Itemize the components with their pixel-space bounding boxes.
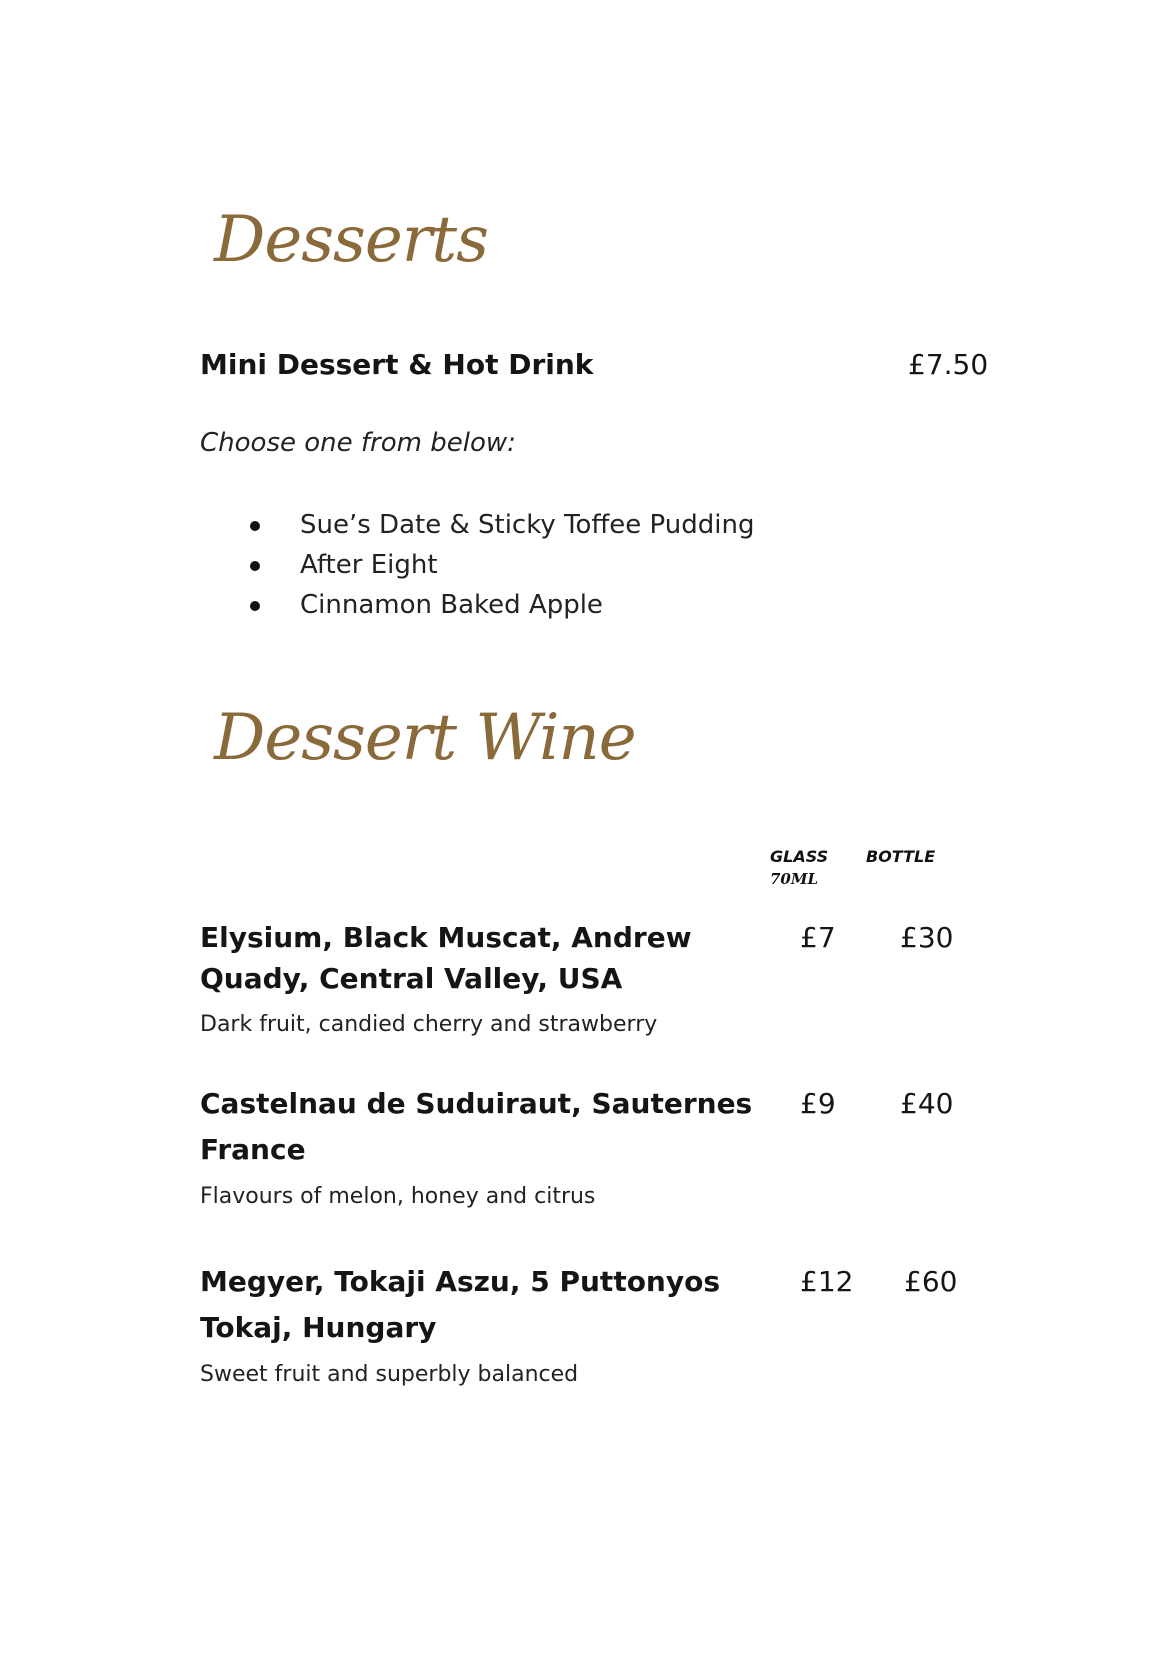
dessert-option [300, 585, 754, 625]
dessert-option-label: Cinnamon Baked Apple [300, 590, 603, 620]
glass-size-label: 70ML [770, 870, 819, 888]
dessert-option-label: After Eight [300, 550, 438, 580]
mini-dessert-price: £7.50 [908, 348, 989, 381]
dessert-option [300, 505, 754, 545]
wine-glass-price: £12 [800, 1265, 854, 1298]
bullet-icon [250, 601, 260, 611]
wine-bottle-price: £60 [904, 1265, 958, 1298]
bottle-column-header: BOTTLE [866, 847, 936, 866]
dessert-option [300, 545, 754, 585]
mini-dessert-title: Mini Dessert & Hot Drink [200, 348, 594, 381]
wine-description: Flavours of melon, honey and citrus [200, 1184, 596, 1209]
bullet-icon [250, 521, 260, 531]
wine-name-line1: Megyer, Tokaji Aszu, 5 Puttonyos [200, 1265, 721, 1298]
dessert-wine-heading: Dessert Wine [214, 701, 636, 775]
glass-column-header: GLASS [770, 847, 829, 866]
wine-description: Sweet fruit and superbly balanced [200, 1362, 579, 1387]
dessert-options-list [300, 505, 754, 625]
wine-name-line1: Elysium, Black Muscat, Andrew [200, 921, 692, 954]
choose-label: Choose one from below: [200, 428, 516, 458]
dessert-option-label: Sue’s Date & Sticky Toffee Pudding [300, 510, 755, 540]
wine-name-line2: Tokaj, Hungary [200, 1311, 437, 1344]
wine-bottle-price: £40 [900, 1087, 954, 1120]
desserts-heading: Desserts [214, 203, 488, 277]
bullet-icon [250, 561, 260, 571]
wine-name-line1: Castelnau de Suduiraut, Sauternes [200, 1087, 753, 1120]
wine-glass-price: £7 [800, 921, 836, 954]
wine-description: Dark fruit, candied cherry and strawberry [200, 1012, 658, 1037]
wine-glass-price: £9 [800, 1087, 836, 1120]
wine-bottle-price: £30 [900, 921, 954, 954]
wine-name-line2: France [200, 1133, 306, 1166]
wine-name-line2: Quady, Central Valley, USA [200, 962, 623, 995]
